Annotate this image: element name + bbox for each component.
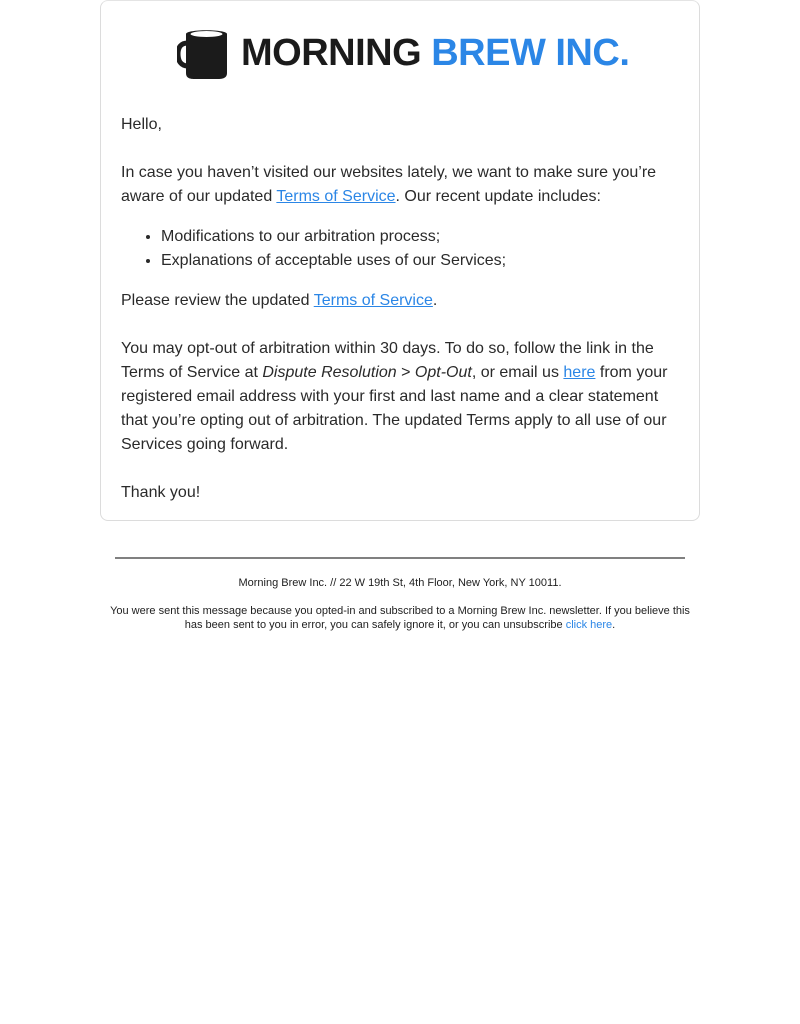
review-text: Please review the updated	[121, 292, 314, 309]
footer-address: Morning Brew Inc. // 22 W 19th St, 4th Floor, New York, NY 10011.	[238, 577, 562, 589]
opt-out-text-2: , or email us	[471, 364, 564, 381]
dispute-resolution-path: Dispute Resolution	[262, 364, 397, 381]
coffee-mug-icon	[177, 26, 231, 80]
list-item: • Explanations of acceptable uses of our Services;	[161, 249, 681, 273]
list-item: • Modifications to our arbitration process;	[161, 225, 681, 249]
brand-name-dark: MORNING	[241, 32, 422, 74]
greeting: Hello,	[121, 116, 162, 133]
brand-logo	[177, 25, 629, 81]
review-paragraph	[121, 289, 681, 313]
email-body	[121, 113, 681, 505]
intro-paragraph	[121, 161, 681, 209]
brand-name-blue: BREW INC.	[431, 32, 630, 74]
opt-out-text-3: from your registered email address with your first and last name and a clear statement that you’re opting out of arbitration. The updated Terms apply to all use of our Services going forward.	[121, 364, 668, 453]
footer-notice	[110, 604, 690, 632]
terms-of-service-link[interactable]: Terms of Service	[276, 188, 396, 205]
closing: Thank you!	[121, 484, 201, 501]
intro-text: In case you haven’t visited our websites lately, we want to make sure you’re aware of our updated	[121, 164, 657, 205]
footer-notice-text: You were sent this message because you opted-in and subscribed to a Morning Brew Inc. newsletter. If you believe this has been sent to you in error, you can safely ignore it, or you can unsubscribe	[110, 605, 690, 631]
footer-divider	[115, 557, 685, 559]
opt-out-text: You may opt-out of arbitration within 30 days. To do so, follow the link in the Terms of Service at	[121, 340, 654, 381]
intro-text-end: . Our recent update includes:	[395, 188, 601, 205]
review-terms-of-service-link[interactable]: Terms of Service	[313, 292, 433, 309]
update-list	[121, 225, 681, 273]
email-us-link[interactable]: here	[563, 364, 596, 381]
opt-out-path: Opt-Out	[414, 364, 472, 381]
unsubscribe-link[interactable]: click here	[565, 619, 613, 631]
path-separator: >	[396, 364, 415, 381]
review-text-end: .	[432, 292, 438, 309]
email-card	[100, 0, 700, 521]
opt-out-paragraph	[121, 337, 681, 457]
footer-notice-end: .	[612, 619, 616, 631]
